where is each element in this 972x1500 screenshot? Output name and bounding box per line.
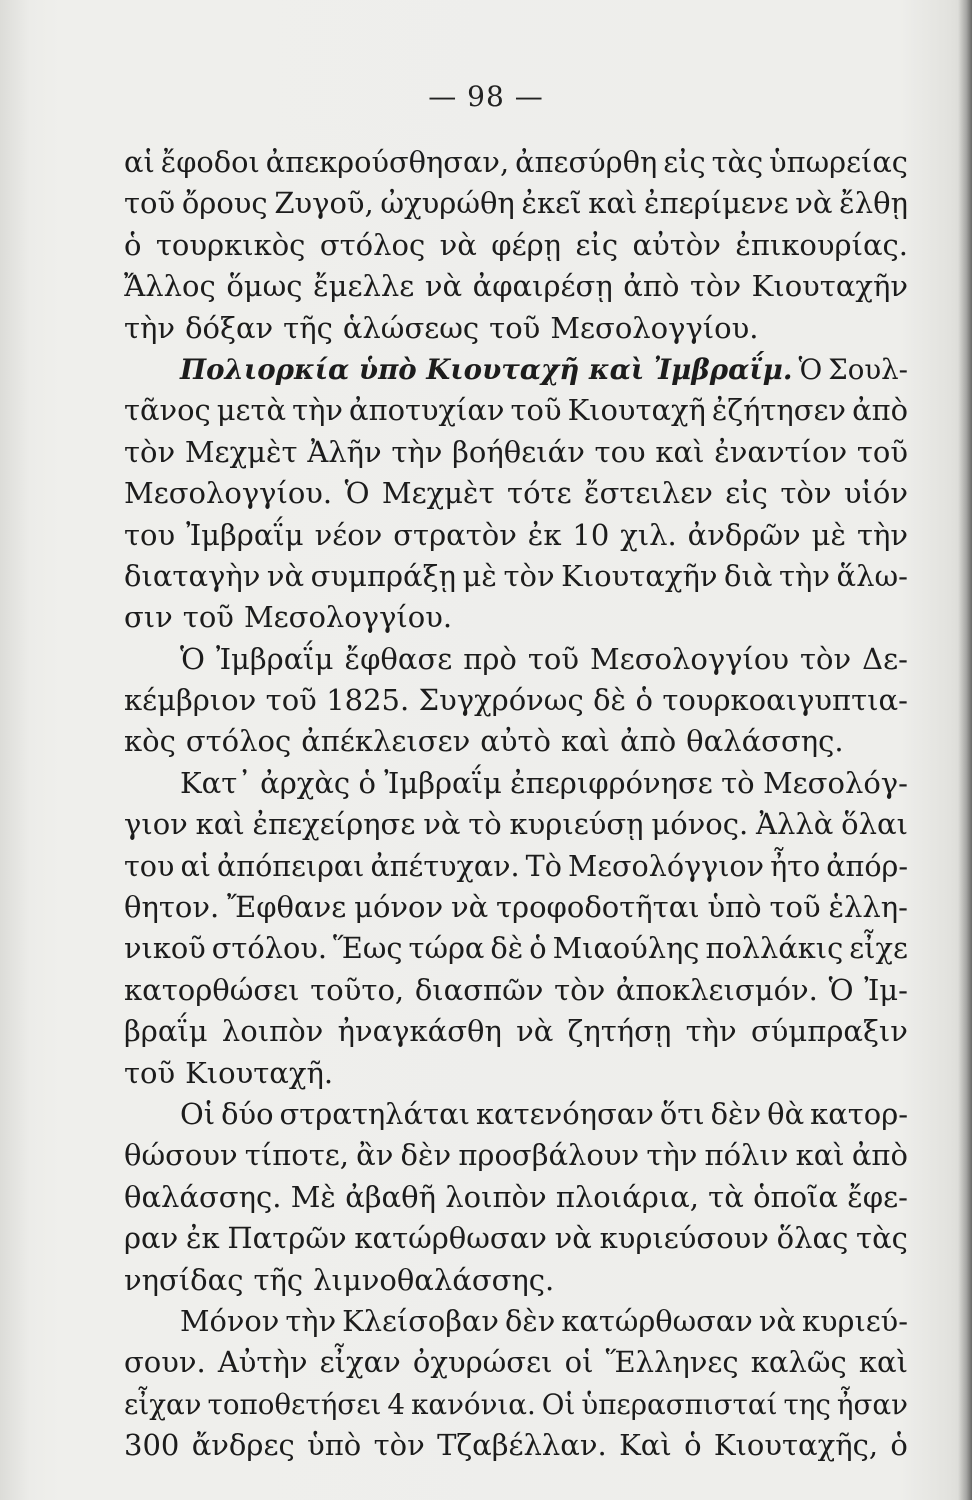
word: Οἱ <box>180 1096 216 1131</box>
word: καὶ <box>560 724 611 759</box>
word: καλῶς <box>750 1345 847 1380</box>
text-line <box>124 308 908 349</box>
word: δὲ <box>490 931 524 966</box>
word: ὅλας <box>776 1221 849 1256</box>
word: Μόνον <box>180 1303 280 1338</box>
word: τοῦτο, <box>310 972 405 1007</box>
word: Ἰμβραΐμ <box>384 765 502 800</box>
word: κατώρθωσαν <box>561 1303 753 1338</box>
word: τὴν <box>856 517 908 552</box>
word: τώρα <box>408 931 485 966</box>
word: νικοῦ <box>124 931 206 966</box>
word: ἄνδρες <box>191 1428 295 1463</box>
word: λιμνοθαλάσσης. <box>313 1262 555 1297</box>
text-line <box>124 432 908 473</box>
word: Κιουταχῆν <box>751 269 908 304</box>
word: προσβάλουν <box>458 1138 640 1173</box>
text-line <box>124 556 908 597</box>
word: Ἰμ- <box>864 972 908 1007</box>
word: τὴν <box>292 393 343 428</box>
text-line <box>124 680 908 721</box>
word: Ὁ <box>344 476 370 511</box>
word: Ὁ <box>798 352 823 386</box>
word: υἱόν <box>843 476 908 511</box>
word: ἦτο <box>770 848 821 883</box>
word: ἀνδρῶν <box>687 517 801 552</box>
word: τὴν <box>646 1138 698 1173</box>
word: μετὰ <box>216 393 287 428</box>
text-line <box>124 349 908 390</box>
word: τᾶνος <box>124 393 211 428</box>
word: κανόνια. <box>411 1387 536 1421</box>
word: τοῦ <box>527 641 580 676</box>
word: Ἄλλος <box>124 269 216 304</box>
word: ἀπὸ <box>851 1138 908 1173</box>
word: στόλου. <box>211 931 328 966</box>
word: ραν <box>124 1221 179 1256</box>
word: τὸ <box>468 807 502 842</box>
word: καὶ <box>795 1138 845 1173</box>
word: καὶ <box>195 807 245 842</box>
word: αἱ <box>180 848 211 883</box>
word: Ὁ <box>180 641 205 676</box>
word: αὐτὸ <box>480 724 551 759</box>
word: κατώρθωσαν <box>354 1221 547 1256</box>
word: στρατηλάται <box>279 1096 470 1131</box>
word: ἀπόρ- <box>826 848 908 883</box>
word: δὲν <box>400 1138 452 1173</box>
word: ἂν <box>356 1138 394 1173</box>
text-line <box>124 1342 908 1383</box>
word: ὁ <box>684 1428 702 1463</box>
word: βοήθειάν <box>452 434 585 469</box>
word: ἐπεχείρησε <box>252 807 416 842</box>
word: εἶχαν <box>124 1387 202 1421</box>
word: ἀπὸ <box>623 269 680 304</box>
word: Μεσολόγγιον <box>567 848 765 883</box>
word: τὴν <box>778 558 831 593</box>
word: χιλ. <box>620 517 677 552</box>
word: τῆς <box>253 1262 304 1297</box>
word: τροφοδοτῆται <box>496 890 700 925</box>
word: τὸν <box>689 269 742 304</box>
word: τὸν <box>780 476 832 511</box>
body-text <box>124 142 908 1467</box>
word: Συγχρόνως <box>418 683 584 718</box>
word: καὶ <box>588 186 638 221</box>
text-line <box>124 473 908 514</box>
text-line <box>124 1301 908 1342</box>
page-binding-shadow <box>958 0 972 1500</box>
word: θητον. <box>124 890 220 925</box>
word: μόνος. <box>651 807 749 842</box>
word: ὅμως <box>226 269 303 304</box>
word: Καὶ <box>619 1428 672 1463</box>
word: Οἱ <box>541 1387 576 1421</box>
word: 300 <box>124 1428 180 1463</box>
word: αὐτὸν <box>632 227 721 262</box>
word: κυριεύ- <box>801 1303 908 1338</box>
word: σύμπραξιν <box>751 1014 908 1049</box>
text-line <box>124 1011 908 1052</box>
word: καὶ <box>858 1345 908 1380</box>
word: νὰ <box>424 269 463 304</box>
word: κέμβριον <box>124 683 257 718</box>
word: Κιουταχῆ <box>567 393 706 428</box>
word: νὰ <box>516 1014 554 1049</box>
word: τοῦ <box>124 1055 176 1090</box>
word: μὲ <box>462 558 497 593</box>
word: μόνον <box>354 890 444 925</box>
word: πρὸ <box>463 641 517 676</box>
word: τοῦ <box>265 683 317 718</box>
word: τίποτε, <box>244 1138 349 1173</box>
word: πολλάκις <box>705 931 844 966</box>
word: συμπράξῃ <box>310 558 456 593</box>
word: Κλείσοβαν <box>342 1303 499 1338</box>
word: σιν <box>124 600 173 635</box>
word: τὸν <box>554 972 606 1007</box>
word: ἀπέτυχαν. <box>370 848 520 883</box>
word: ἠναγκάσθη <box>337 1014 502 1049</box>
word: κυριεύσῃ <box>509 807 644 842</box>
text-line <box>124 928 908 969</box>
word: αἱ <box>124 145 155 179</box>
word: τοῦ <box>124 186 176 221</box>
word: τὸν <box>799 641 852 676</box>
word: καὶ <box>655 434 705 469</box>
text-line <box>124 970 908 1011</box>
word: θώσουν <box>124 1138 238 1173</box>
word: Ἀλλὰ <box>756 807 834 842</box>
word: κατορ- <box>810 1096 908 1131</box>
word: ἀπέκλεισεν <box>301 724 471 759</box>
word: γιον <box>124 807 188 842</box>
word: διασπῶν <box>414 972 544 1007</box>
word: ἀπεσύρθη <box>515 145 658 179</box>
word: Δε- <box>862 641 908 676</box>
word: τουρκοαιγυπτια- <box>662 683 908 718</box>
word: ὁποῖα <box>753 1179 838 1214</box>
word: εἰς <box>725 476 768 511</box>
text-line <box>124 763 908 804</box>
word: τὰς <box>856 1221 908 1256</box>
word: Τὸ <box>525 848 562 883</box>
word: Μεσολογγίου. <box>243 600 453 635</box>
word: ὁ <box>124 227 142 262</box>
word: ἔστειλεν <box>584 476 713 511</box>
text-line <box>124 142 908 183</box>
word: εἶχε <box>849 931 908 966</box>
word: λοιπὸν <box>221 1014 324 1049</box>
word: τὸν <box>373 1428 425 1463</box>
word: εἶχαν <box>319 1345 401 1380</box>
word: νὰ <box>554 1221 592 1256</box>
word: τὰς <box>711 145 764 179</box>
word: ἔφθασε <box>344 641 453 676</box>
word: τῆς <box>283 310 333 345</box>
word: Κιουταχῆν <box>561 558 718 593</box>
word: ὄρους <box>181 186 268 221</box>
word: τὴν <box>391 434 443 469</box>
word: τὸν <box>503 558 555 593</box>
word: ἔφοδοι <box>160 145 260 179</box>
word: Κατ᾽ <box>180 765 252 800</box>
word: φέρῃ <box>491 227 562 262</box>
word: Κιουταχῆς, <box>713 1428 879 1463</box>
word: ἐπικουρίας. <box>735 227 908 262</box>
word: νὰ <box>423 807 461 842</box>
word: Ἰμβραΐμ <box>215 641 334 676</box>
word: ὑπερασπισταί <box>581 1387 778 1421</box>
word: κατενόησαν <box>475 1096 654 1131</box>
word: Πατρῶν <box>227 1221 347 1256</box>
word: θαλάσσης. <box>124 1179 282 1214</box>
text-line <box>124 1053 908 1094</box>
word: νὰ <box>795 186 833 221</box>
word: ἔφε- <box>847 1179 908 1214</box>
word: κὸς <box>124 724 176 759</box>
word: τοποθετήσει <box>207 1387 382 1421</box>
word: τοῦ <box>182 600 234 635</box>
word: τὴν <box>124 310 176 345</box>
word: ὁ <box>358 765 376 800</box>
text-line <box>124 183 908 224</box>
word: ἐκ <box>527 517 562 552</box>
text-line <box>124 804 908 845</box>
word: ὀχυρώσει <box>412 1345 553 1380</box>
word: τὰ <box>708 1179 744 1214</box>
word: νὰ <box>439 227 477 262</box>
word: Ζυγοῦ, <box>274 186 374 221</box>
word: τότε <box>507 476 572 511</box>
word: ὑπὸ <box>307 1428 362 1463</box>
word: ὁ <box>890 1428 908 1463</box>
word: ἐναντίον <box>714 434 848 469</box>
word: Μεσολογγίου <box>590 641 789 676</box>
text-line <box>124 1384 908 1425</box>
word: μὲ <box>811 517 847 552</box>
word: 10 <box>572 517 610 552</box>
text-line <box>124 1425 908 1466</box>
word: ἀρχὰς <box>260 765 351 800</box>
word: δόξαν <box>185 310 274 345</box>
word: νέον <box>314 517 383 552</box>
word: τουρκικὸς <box>155 227 306 262</box>
word: ἔλθῃ <box>839 186 908 221</box>
word: ἀπὸ <box>620 724 677 759</box>
word: 4 <box>387 1387 406 1421</box>
word: ἐζήτησεν <box>711 393 846 428</box>
word: δὲν <box>504 1303 556 1338</box>
word: δὲν <box>710 1096 762 1131</box>
word: Μεχμὲτ <box>381 476 495 511</box>
word: ἀποκλεισμόν. <box>615 972 818 1007</box>
word: νὰ <box>758 1303 796 1338</box>
word: τοῦ <box>489 310 541 345</box>
text-line <box>124 390 908 431</box>
word: Μεσολογγίου. <box>550 310 759 345</box>
word: του <box>124 848 175 883</box>
word: δύο <box>221 1096 274 1131</box>
word: τὴν <box>285 1303 337 1338</box>
word: ὅλαι <box>841 807 908 842</box>
word: κυριεύσουν <box>599 1221 769 1256</box>
word: ὁ <box>529 931 547 966</box>
text-line <box>124 266 908 307</box>
word: ὅτι <box>659 1096 705 1131</box>
word: 1825. <box>326 683 410 718</box>
word: της <box>783 1387 831 1421</box>
word: νὰ <box>266 558 305 593</box>
word: ἅλω- <box>836 558 908 593</box>
word: στόλος <box>185 724 292 759</box>
text-line <box>124 225 908 266</box>
word: ὠχυρώθη <box>380 186 515 221</box>
word: πλοιάρια, <box>555 1179 699 1214</box>
word: Ἰμβραΐμ <box>186 517 304 552</box>
word: Σουλ- <box>828 352 908 386</box>
word: θὰ <box>767 1096 805 1131</box>
word: ἀφαιρέσῃ <box>472 269 613 304</box>
word: βραΐμ <box>124 1014 208 1049</box>
word: τὴν <box>685 1014 737 1049</box>
word: Μιαούλης <box>552 931 700 966</box>
text-line <box>124 515 908 556</box>
word: κατορθώσει <box>124 972 300 1007</box>
word: Ἕλληνες <box>605 1345 739 1380</box>
word: Μὲ <box>290 1179 336 1214</box>
section-heading: Πολιορκία ὑπὸ Κιουταχῆ καὶ Ἰμβραΐμ. <box>180 352 793 386</box>
text-line <box>124 887 908 928</box>
word: ἐπεριφρόνησε <box>510 765 713 800</box>
text-line <box>124 1260 908 1301</box>
word: ἀβαθῆ <box>345 1179 436 1214</box>
text-line <box>124 846 908 887</box>
word: Μεχμὲτ <box>184 434 298 469</box>
word: πόλιν <box>704 1138 789 1173</box>
word: στρατὸν <box>393 517 517 552</box>
word: ὑπὸ <box>707 890 762 925</box>
word: Ἕως <box>333 931 403 966</box>
word: ἐπερίμενε <box>644 186 789 221</box>
word: τὸ <box>721 765 755 800</box>
word: ὁ <box>635 683 653 718</box>
word: τοῦ <box>769 890 821 925</box>
word: ἐκεῖ <box>521 186 582 221</box>
word: ἦσαν <box>836 1387 908 1421</box>
word: ζητήσῃ <box>567 1014 672 1049</box>
word: τοῦ <box>510 393 562 428</box>
word: του <box>594 434 646 469</box>
word: του <box>124 517 176 552</box>
word: σουν. <box>124 1345 206 1380</box>
word: στόλος <box>319 227 426 262</box>
page-number: — 98 — <box>428 80 544 113</box>
word: Μεσολόγ- <box>762 765 908 800</box>
word: ἀπὸ <box>852 393 908 428</box>
text-line <box>124 721 908 762</box>
text-line <box>124 1218 908 1259</box>
word: ἀπεκρούσθησαν, <box>265 145 510 179</box>
word: ἀπόπειραι <box>217 848 365 883</box>
word: ὑπωρείας <box>769 145 908 179</box>
text-line <box>124 597 908 638</box>
text-line <box>124 1094 908 1135</box>
text-line <box>124 1177 908 1218</box>
word: Αὐτὴν <box>217 1345 308 1380</box>
word: ἁλώσεως <box>342 310 480 345</box>
text-line <box>124 1135 908 1176</box>
word: ἐκ <box>185 1221 220 1256</box>
word: Ἀλῆν <box>307 434 382 469</box>
word: Κιουταχῆ. <box>185 1055 334 1090</box>
word: Ἔφθανε <box>227 890 347 925</box>
word: ἀποτυχίαν <box>349 393 505 428</box>
text-line <box>124 639 908 680</box>
word: Ὁ <box>828 972 854 1007</box>
word: διαταγὴν <box>124 558 261 593</box>
word: θαλάσσης. <box>686 724 844 759</box>
word: εἰς <box>663 145 706 179</box>
word: λοιπὸν <box>445 1179 547 1214</box>
word: εἰς <box>575 227 619 262</box>
word: τὸν <box>124 434 176 469</box>
word: Τζαβέλλαν. <box>437 1428 607 1463</box>
word: νησίδας <box>124 1262 244 1297</box>
word: Μεσολογγίου. <box>124 476 333 511</box>
word: νὰ <box>450 890 489 925</box>
word: τοῦ <box>856 434 908 469</box>
word: διὰ <box>724 558 773 593</box>
word: δὲ <box>593 683 627 718</box>
word: οἱ <box>564 1345 594 1380</box>
word: ἑλλη- <box>828 890 908 925</box>
word: ἔμελλε <box>313 269 415 304</box>
